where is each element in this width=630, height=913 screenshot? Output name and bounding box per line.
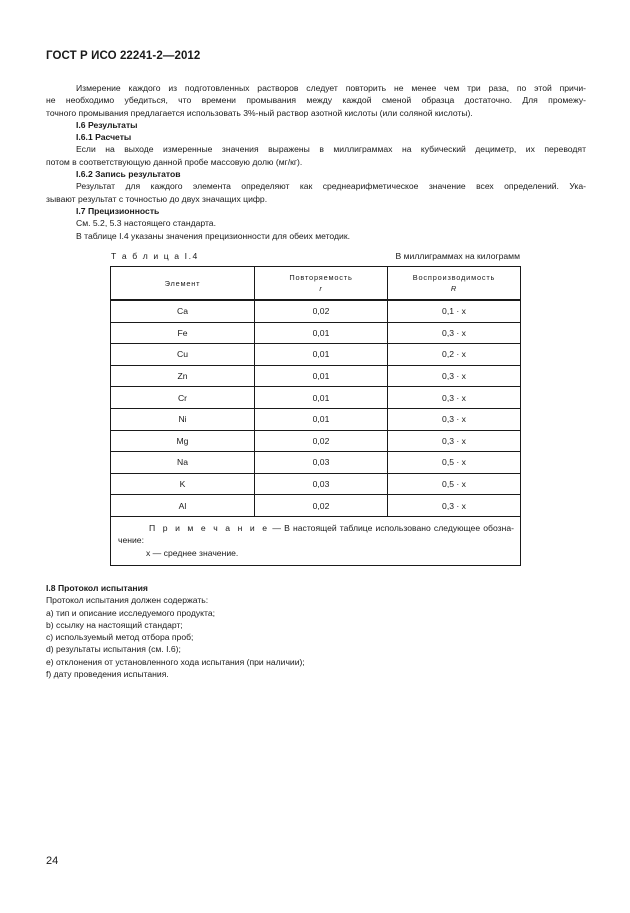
cell-repeatability: 0,01 bbox=[255, 408, 388, 430]
table-row bbox=[111, 408, 521, 430]
cell-repeatability: 0,03 bbox=[255, 473, 388, 495]
protocol-section bbox=[46, 582, 586, 680]
section-heading-calculations: I.6.1 Расчеты bbox=[76, 132, 132, 143]
calculations-line-1: Если на выходе измеренные значения выражены в миллиграммах на кубический дециметр, их переводят bbox=[76, 144, 586, 155]
cell-reproducibility: 0,3 · x bbox=[388, 495, 521, 517]
intro-line-1: Измерение каждого из подготовленных растворов следует повторить не менее чем три раза, по этой причи- bbox=[76, 83, 586, 93]
intro-line-2: не необходимо убедиться, что времени промывания между каждой сменой образца достаточно. Для промежу- bbox=[46, 95, 586, 106]
table-row bbox=[111, 452, 521, 474]
cell-element: Ni bbox=[111, 408, 255, 430]
cell-reproducibility: 0,3 · x bbox=[388, 408, 521, 430]
cell-element: Cr bbox=[111, 387, 255, 409]
cell-repeatability: 0,01 bbox=[255, 322, 388, 344]
table-caption: Т а б л и ц а I.4 bbox=[111, 251, 199, 261]
precision-line-1: См. 5.2, 5.3 настоящего стандарта. bbox=[76, 218, 216, 229]
body-text bbox=[46, 82, 586, 242]
section-heading-results: I.6 Результаты bbox=[76, 119, 138, 130]
cell-element: Al bbox=[111, 495, 255, 517]
cell-reproducibility: 0,3 · x bbox=[388, 387, 521, 409]
table-note bbox=[111, 516, 521, 566]
recording-line-2: зывают результат с точностью до двух значащих цифр. bbox=[46, 193, 268, 204]
note-line-2: чение: bbox=[118, 535, 144, 546]
cell-reproducibility: 0,2 · x bbox=[388, 344, 521, 366]
table-row bbox=[111, 344, 521, 366]
note-text: — В настоящей таблице использовано следующее обозна- bbox=[269, 522, 514, 533]
cell-reproducibility: 0,3 · x bbox=[388, 430, 521, 452]
section-heading-recording: I.6.2 Запись результатов bbox=[76, 169, 181, 180]
list-item: а) тип и описание исследуемого продукта; bbox=[46, 607, 216, 618]
cell-element: Na bbox=[111, 452, 255, 474]
protocol-intro: Протокол испытания должен содержать: bbox=[46, 595, 209, 606]
cell-reproducibility: 0,1 · x bbox=[388, 300, 521, 322]
intro-line-3: точного промывания предлагается использовать 3%-ный раствор азотной кислоты (или соляной кислоты). bbox=[46, 107, 473, 118]
list-item: d) результаты испытания (см. I.6); bbox=[46, 644, 181, 655]
cell-repeatability: 0,01 bbox=[255, 344, 388, 366]
table-row bbox=[111, 495, 521, 517]
list-item: f) дату проведения испытания. bbox=[46, 669, 169, 680]
list-item: е) отклонения от установленного хода испытания (при наличии); bbox=[46, 656, 305, 667]
column-header-reproducibility: Воспроизводимость R bbox=[388, 267, 521, 301]
note-line-1 bbox=[118, 522, 514, 535]
table-row bbox=[111, 387, 521, 409]
cell-element: K bbox=[111, 473, 255, 495]
cell-repeatability: 0,02 bbox=[255, 430, 388, 452]
section-heading-protocol: I.8 Протокол испытания bbox=[46, 583, 148, 593]
calculations-line-2: потом в соответствующую данной пробе массовую долю (мг/кг). bbox=[46, 156, 303, 167]
cell-element: Mg bbox=[111, 430, 255, 452]
table-note-row bbox=[111, 516, 521, 566]
table-header-row bbox=[111, 267, 521, 301]
table-units: В миллиграммах на килограмм bbox=[395, 251, 520, 261]
cell-reproducibility: 0,5 · x bbox=[388, 473, 521, 495]
table-row bbox=[111, 473, 521, 495]
table-row bbox=[111, 322, 521, 344]
list-item: с) используемый метод отбора проб; bbox=[46, 632, 194, 643]
cell-reproducibility: 0,5 · x bbox=[388, 452, 521, 474]
cell-repeatability: 0,01 bbox=[255, 387, 388, 409]
cell-element: Cu bbox=[111, 344, 255, 366]
page-number: 24 bbox=[46, 855, 59, 867]
table-row bbox=[111, 430, 521, 452]
precision-line-2: В таблице I.4 указаны значения прецизионности для обеих методик. bbox=[76, 230, 350, 241]
note-definition: x — среднее значение. bbox=[146, 547, 239, 558]
column-header-element: Элемент bbox=[111, 267, 255, 301]
table-caption-row bbox=[111, 251, 520, 261]
section-heading-precision: I.7 Прецизионность bbox=[76, 205, 160, 216]
cell-reproducibility: 0,3 · x bbox=[388, 365, 521, 387]
cell-element: Fe bbox=[111, 322, 255, 344]
cell-repeatability: 0,01 bbox=[255, 365, 388, 387]
precision-table bbox=[110, 266, 521, 566]
recording-line-1: Результат для каждого элемента определяют как среднеарифметическое значение всех определений. Ука- bbox=[76, 181, 586, 192]
table-row bbox=[111, 365, 521, 387]
cell-reproducibility: 0,3 · x bbox=[388, 322, 521, 344]
cell-repeatability: 0,03 bbox=[255, 452, 388, 474]
cell-element: Ca bbox=[111, 300, 255, 322]
cell-element: Zn bbox=[111, 365, 255, 387]
cell-repeatability: 0,02 bbox=[255, 495, 388, 517]
column-header-repeatability: Повторяемость r bbox=[255, 267, 388, 301]
list-item: b) ссылку на настоящий стандарт; bbox=[46, 619, 183, 630]
note-label: П р и м е ч а н и е bbox=[149, 522, 270, 533]
cell-repeatability: 0,02 bbox=[255, 300, 388, 322]
document-header: ГОСТ Р ИСО 22241-2—2012 bbox=[46, 50, 201, 62]
table-row bbox=[111, 300, 521, 322]
